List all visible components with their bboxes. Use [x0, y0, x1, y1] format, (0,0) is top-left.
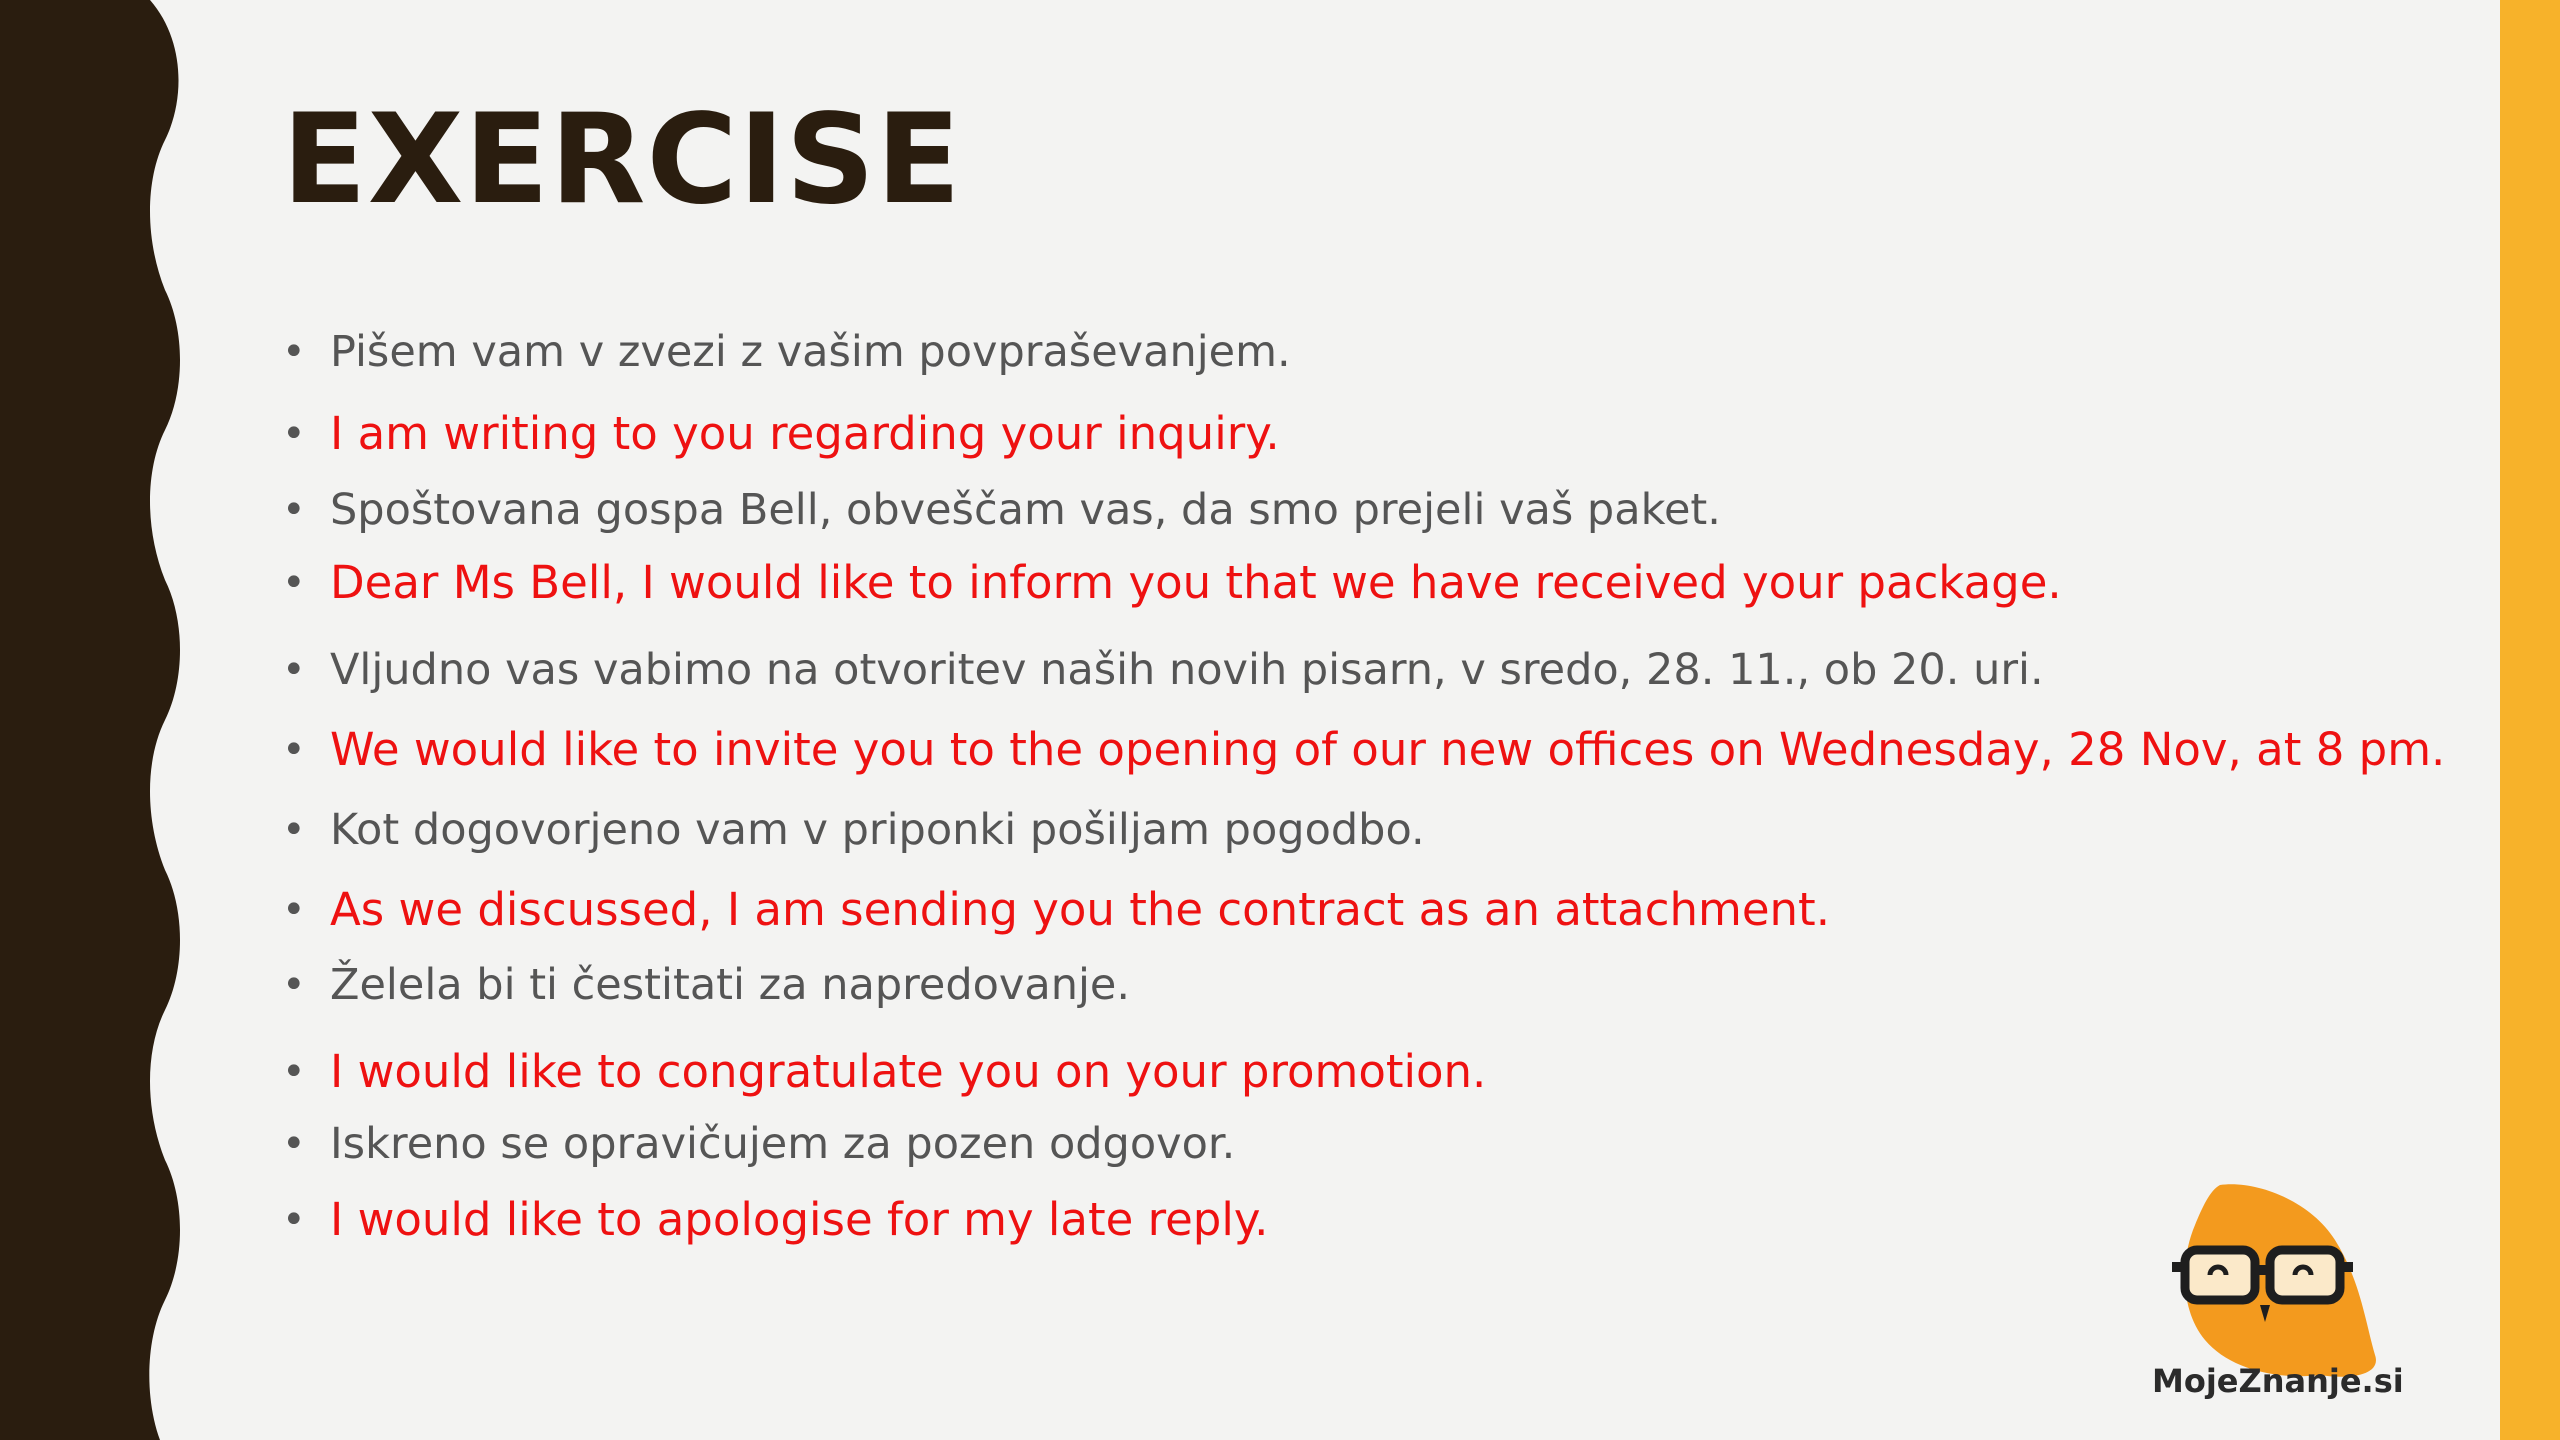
- right-accent-bar: [2500, 0, 2560, 1440]
- bullet-text: Dear Ms Bell, I would like to inform you that we have received your package.: [330, 556, 2062, 609]
- bullet-dot: •: [282, 1049, 306, 1095]
- bullet-text: I would like to apologise for my late reply.: [330, 1193, 1269, 1246]
- bullet-dot: •: [282, 411, 306, 457]
- bullet-text: I am writing to you regarding your inquiry.: [330, 407, 1280, 460]
- bullet-dot: •: [282, 962, 306, 1008]
- bullet-text: Spoštovana gospa Bell, obveščam vas, da smo prejeli vaš paket.: [330, 485, 1721, 535]
- bullet-dot: •: [282, 487, 306, 533]
- bullet-dot: •: [282, 1121, 306, 1167]
- bullet-dot: •: [282, 329, 306, 375]
- bullet-text: Iskreno se opravičujem za pozen odgovor.: [330, 1119, 1236, 1169]
- bullet-dot: •: [282, 560, 306, 606]
- left-wave-decoration: [0, 0, 200, 1440]
- bullet-text: Vljudno vas vabimo na otvoritev naših novih pisarn, v sredo, 28. 11., ob 20. uri.: [330, 645, 2044, 695]
- bullet-text: Želela bi ti čestitati za napredovanje.: [330, 960, 1131, 1010]
- bullet-dot: •: [282, 727, 306, 773]
- bullet-dot: •: [282, 647, 306, 693]
- bullet-dot: •: [282, 807, 306, 853]
- bullet-text: Pišem vam v zvezi z vašim povpraševanjem.: [330, 327, 1291, 377]
- bullet-text: I would like to congratulate you on your promotion.: [330, 1045, 1487, 1098]
- logo-wordmark: MojeZnanje.si: [2152, 1362, 2404, 1400]
- slide-title: EXERCISE: [282, 88, 962, 232]
- bullet-dot: •: [282, 1197, 306, 1243]
- bullet-text: Kot dogovorjeno vam v priponki pošiljam pogodbo.: [330, 805, 1425, 855]
- bullet-text: As we discussed, I am sending you the contract as an attachment.: [330, 883, 1831, 936]
- bullet-dot: •: [282, 887, 306, 933]
- bullet-text: We would like to invite you to the opening of our new offices on Wednesday, 28 Nov, at 8 pm.: [330, 723, 2446, 776]
